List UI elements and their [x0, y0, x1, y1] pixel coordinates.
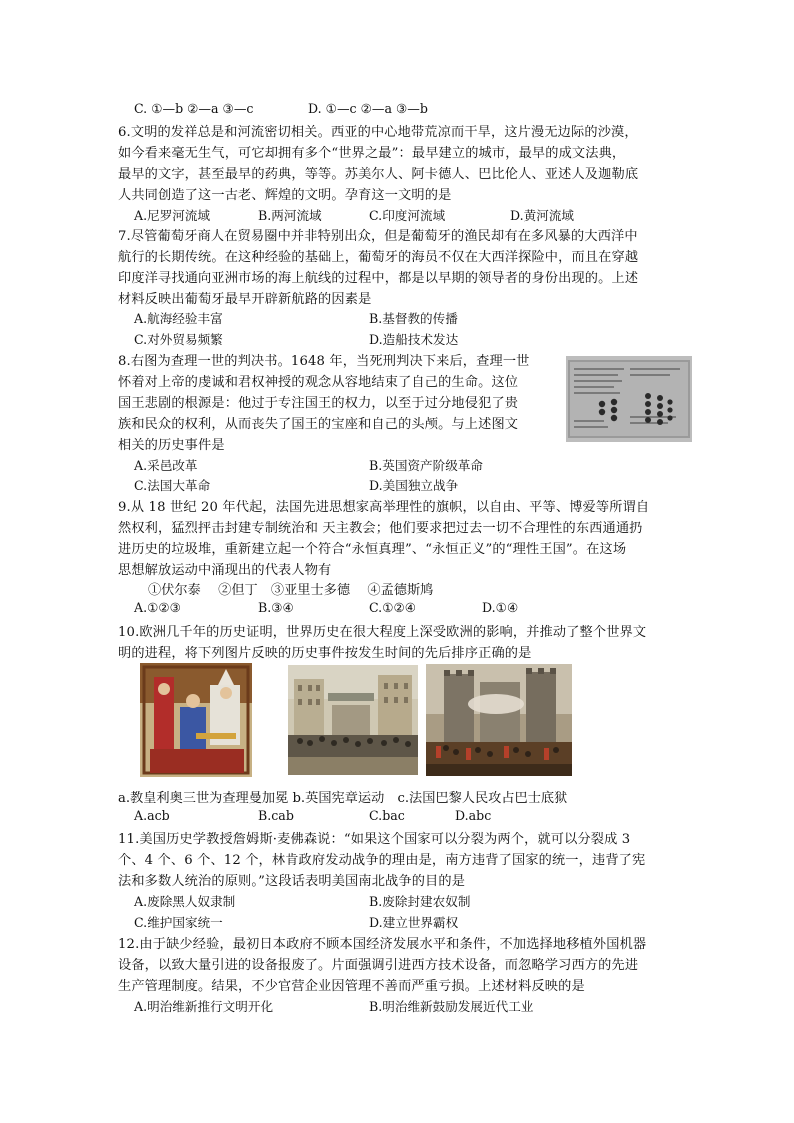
- q9-line-3: 进历史的垃圾堆，重新建立起一个符合“永恒真理”、“永恒正义”的“理性王国”。在这场: [118, 542, 627, 557]
- q9-option-c: C.①②④: [369, 600, 417, 615]
- q9-option-d: D.①④: [482, 600, 519, 615]
- q11-option-a: A.废除黑人奴隶制: [134, 894, 236, 909]
- q9-option-a: A.①②③: [134, 600, 181, 615]
- q7-option-d: D.造船技术发达: [369, 332, 459, 347]
- coronation-of-charlemagne-image: [140, 663, 252, 777]
- q10-option-d: D.abc: [455, 808, 492, 823]
- q6-option-b: B.两河流域: [258, 208, 322, 223]
- q7-line-4: 材料反映出葡萄牙最早开辟新航路的因素是: [118, 292, 372, 307]
- q8-line-3: 国王悲剧的根源是：他过于专注国王的权力，以至于过分地侵犯了贵: [118, 396, 519, 411]
- q6-line-1: 6.文明的发祥总是和河流密切相关。西亚的中心地带荒凉而干旱，这片漫无边际的沙漠，: [118, 125, 638, 140]
- q10-line-2: 明的进程，将下列图片反映的历史事件按发生时间的先后排序正确的是: [118, 646, 532, 661]
- q8-option-c: C.法国大革命: [134, 478, 211, 493]
- q11-line-3: 法和多数人统治的原则。”这段话表明美国南北战争的目的是: [118, 874, 466, 889]
- q8-option-b: B.英国资产阶级革命: [369, 458, 484, 473]
- q6-line-2: 如今看来毫无生气，可它却拥有多个“世界之最”：最早建立的城市，最早的成文法典，: [118, 146, 626, 161]
- q10-option-a: A.acb: [134, 808, 170, 823]
- q7-line-2: 航行的长期传统。在这种经验的基础上，葡萄牙的海员不仅在大西洋探险中，而且在穿越: [118, 250, 639, 265]
- charles-i-death-warrant-image: [566, 356, 692, 442]
- q9-candidates: ①伏尔泰 ②但丁 ③亚里士多德 ④孟德斯鸠: [148, 583, 434, 598]
- q12-option-a: A.明治维新推行文明开化: [134, 999, 274, 1014]
- q11-line-2: 个、4 个、6 个、12 个，林肯政府发动战争的理由是，南方违背了国家的统一，违背了宪: [118, 853, 646, 868]
- q12-line-1: 12.由于缺少经验，最初日本政府不顾本国经济发展水平和条件，不加选择地移植外国机器: [118, 937, 647, 952]
- q8-line-2: 怀着对上帝的虔诚和君权神授的观念从容地结束了自己的生命。这位: [118, 375, 519, 390]
- q9-line-4: 思想解放运动中涌现出的代表人物有: [118, 563, 332, 578]
- q7-option-a: A.航海经验丰富: [134, 311, 223, 326]
- chartist-movement-image: [288, 665, 418, 775]
- q6-option-a: A.尼罗河流域: [134, 208, 211, 223]
- q8-option-d: D.美国独立战争: [369, 478, 459, 493]
- q11-line-1: 11.美国历史学教授詹姆斯·麦佛森说：“如果这个国家可以分裂为两个，就可以分裂成 3: [118, 832, 631, 847]
- q10-caption: a.教皇利奥三世为查理曼加冕 b.英国宪章运动 c.法国巴黎人民攻占巴士底狱: [118, 791, 568, 806]
- q7-option-c: C.对外贸易频繁: [134, 332, 223, 347]
- q7-option-b: B.基督教的传播: [369, 311, 458, 326]
- q6-option-d: D.黄河流域: [510, 208, 575, 223]
- q11-option-b: B.废除封建农奴制: [369, 894, 471, 909]
- q6-line-3: 最早的文字，甚至最早的药典，等等。苏美尔人、阿卡德人、巴比伦人、亚述人及迦勒底: [118, 167, 639, 182]
- q10-option-b: B.cab: [258, 808, 294, 823]
- q11-option-d: D.建立世界霸权: [369, 915, 459, 930]
- q12-line-2: 设备，以致大量引进的设备报废了。片面强调引进西方技术设备，而忽略学习西方的先进: [118, 958, 639, 973]
- q9-option-b: B.③④: [258, 600, 294, 615]
- q9-line-2: 然权利，猛烈抨击封建专制统治和 天主教会；他们要求把过去一切不合理性的东西通通扔: [118, 521, 643, 536]
- q7-line-3: 印度洋寻找通向亚洲市场的海上航线的过程中，都是以早期的领导者的身份出现的。上述: [118, 271, 639, 286]
- storming-of-bastille-image: [426, 664, 572, 776]
- q6-option-c: C.印度河流域: [369, 208, 446, 223]
- q8-line-5: 相关的历史事件是: [118, 438, 225, 453]
- q10-option-c: C.bac: [369, 808, 405, 823]
- q8-line-4: 族和民众的权利，从而丧失了国王的宝座和自己的头颅。与上述图文: [118, 417, 519, 432]
- q8-line-1: 8.右图为查理一世的判决书。1648 年，当死刑判决下来后，查理一世: [118, 354, 530, 369]
- q11-option-c: C.维护国家统一: [134, 915, 223, 930]
- q9-line-1: 9.从 18 世纪 20 年代起，法国先进思想家高举理性的旗帜，以自由、平等、博爱等所谓自: [118, 500, 650, 515]
- q5-option-d: D. ①—c ②—a ③—b: [308, 101, 428, 116]
- q12-option-b: B.明治维新鼓励发展近代工业: [369, 999, 534, 1014]
- q6-line-4: 人共同创造了这一古老、辉煌的文明。孕育这一文明的是: [118, 188, 452, 203]
- q8-option-a: A.采邑改革: [134, 458, 198, 473]
- q10-line-1: 10.欧洲几千年的历史证明，世界历史在很大程度上深受欧洲的影响，并推动了整个世界文: [118, 625, 647, 640]
- q12-line-3: 生产管理制度。结果，不少官营企业因管理不善而严重亏损。上述材料反映的是: [118, 979, 585, 994]
- q5-option-c: C. ①—b ②—a ③—c: [134, 101, 254, 116]
- q7-line-1: 7.尽管葡萄牙商人在贸易圈中并非特别出众，但是葡萄牙的渔民却有在多风暴的大西洋中: [118, 229, 638, 244]
